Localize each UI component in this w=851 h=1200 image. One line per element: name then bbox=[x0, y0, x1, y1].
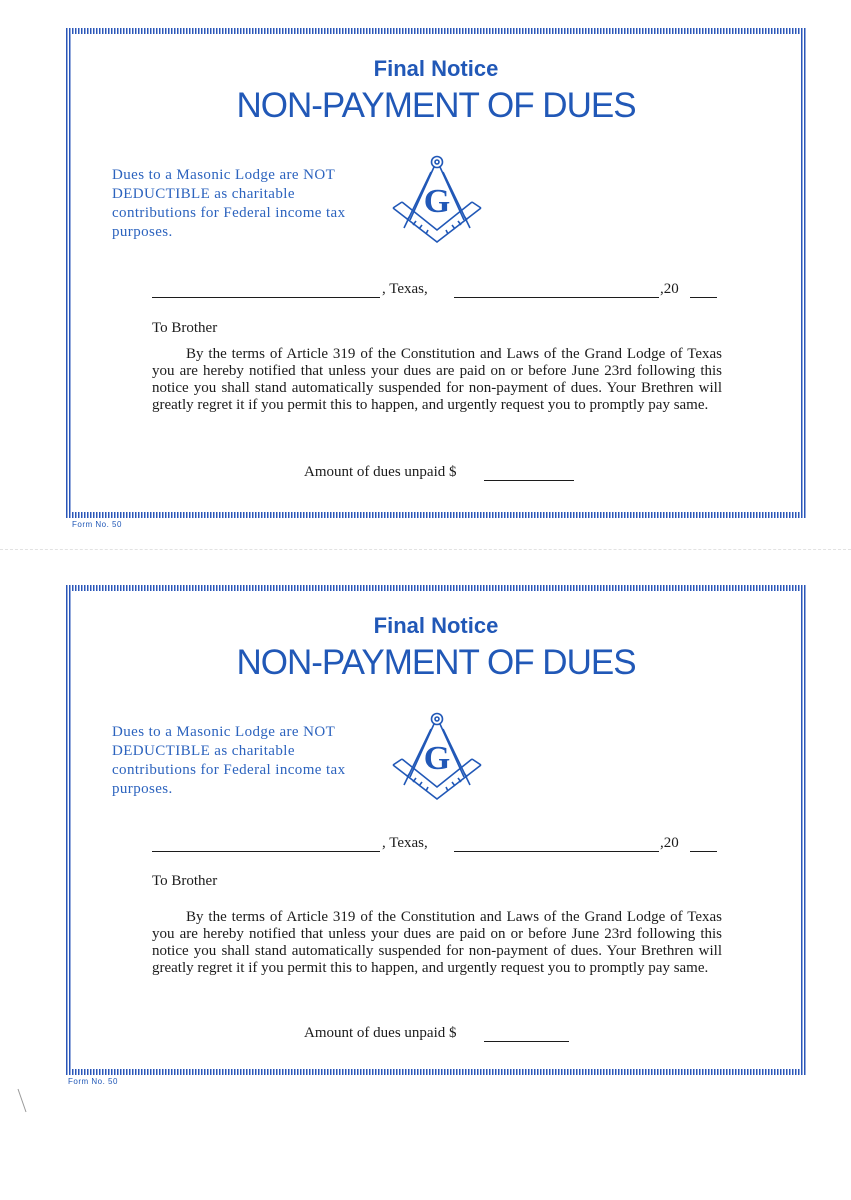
amount-label: Amount of dues unpaid $ bbox=[304, 1025, 457, 1041]
notice-card-top bbox=[66, 28, 806, 518]
final-notice-title: Final Notice bbox=[373, 613, 499, 638]
year-blank[interactable] bbox=[690, 835, 717, 852]
to-brother-label: To Brother bbox=[152, 320, 218, 336]
deductible-disclaimer: Dues to a Masonic Lodge are NOT DEDUCTIBLE as charitable contributions for Federal income tax purposes. bbox=[112, 167, 346, 240]
amount-label: Amount of dues unpaid $ bbox=[304, 464, 457, 480]
emblem-letter: G bbox=[423, 740, 451, 777]
town-blank[interactable] bbox=[152, 281, 380, 298]
amount-blank[interactable] bbox=[484, 1025, 569, 1042]
square-and-compasses-icon bbox=[390, 154, 485, 246]
pencil-mark-icon bbox=[17, 1088, 27, 1113]
square-and-compasses-icon bbox=[390, 711, 485, 803]
date-line bbox=[152, 835, 732, 859]
to-brother-label: To Brother bbox=[152, 873, 218, 889]
non-payment-heading: NON-PAYMENT OF DUES bbox=[236, 86, 636, 125]
town-blank[interactable] bbox=[152, 835, 380, 852]
amount-blank[interactable] bbox=[484, 464, 574, 481]
deductible-disclaimer: Dues to a Masonic Lodge are NOT DEDUCTIBLE as charitable contributions for Federal income tax purposes. bbox=[112, 724, 346, 797]
notice-card-bottom bbox=[66, 585, 806, 1075]
notice-body: By the terms of Article 319 of the Constitution and Laws of the Grand Lodge of Texas you are hereby notified that unless your dues are paid on or before June 23rd following this notice you shall stand automatically suspended for non-payment of dues. Your Brethren will greatly regret it if you permit this to happen, and urgently request you to promptly pay same. bbox=[152, 909, 722, 976]
non-payment-heading: NON-PAYMENT OF DUES bbox=[236, 643, 636, 682]
date-blank[interactable] bbox=[454, 835, 659, 852]
year-label: ,20 bbox=[660, 281, 679, 297]
notice-body: By the terms of Article 319 of the Constitution and Laws of the Grand Lodge of Texas you are hereby notified that unless your dues are paid on or before June 23rd following this notice you shall stand automatically suspended for non-payment of dues. Your Brethren will greatly regret it if you permit this to happen, and urgently request you to promptly pay same. bbox=[152, 346, 722, 413]
date-line bbox=[152, 281, 732, 305]
year-label: ,20 bbox=[660, 835, 679, 851]
form-number: Form No. 50 bbox=[68, 1077, 118, 1086]
date-blank[interactable] bbox=[454, 281, 659, 298]
page-separator bbox=[0, 549, 851, 550]
year-blank[interactable] bbox=[690, 281, 717, 298]
final-notice-title: Final Notice bbox=[373, 56, 499, 81]
emblem-letter: G bbox=[423, 183, 451, 220]
texas-label: , Texas, bbox=[382, 281, 428, 297]
form-number: Form No. 50 bbox=[72, 520, 122, 529]
texas-label: , Texas, bbox=[382, 835, 428, 851]
